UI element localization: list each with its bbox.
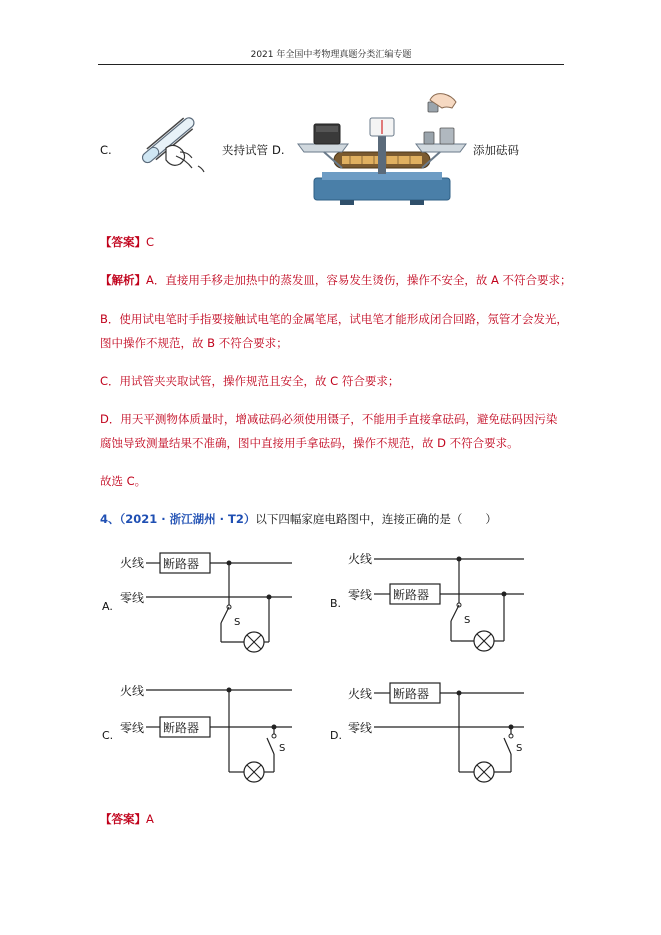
circuit-a-neutral-label: 零线	[120, 591, 145, 605]
option-d-letter: D.	[272, 143, 285, 157]
analysis-line-a	[100, 273, 572, 288]
question-number: 4、	[100, 512, 120, 526]
answer-2-value: A	[146, 812, 154, 826]
analysis-line-b1: B．使用试电笔时手指要接触试电笔的金属笔尾，试电笔才能形成闭合回路，氖管才会发光，	[100, 312, 568, 326]
analysis-line-c: C．用试管夹夹取试管，操作规范且安全，故 C 符合要求；	[100, 374, 400, 388]
answer-label: 【答案】	[100, 235, 146, 249]
answer-2	[100, 812, 154, 827]
analysis-line-d1: D．用天平测物体质量时，增减砝码必须使用镊子，不能用手直接拿砝码，避免砝码因污染	[100, 412, 558, 426]
circuit-b-option: B.	[330, 597, 342, 610]
circuit-c-switch-label: S	[279, 743, 286, 754]
page-header: 2021 年全国中考物理真题分类汇编专题	[250, 50, 412, 60]
circuit-b	[328, 545, 538, 660]
analysis-line-b2: 图中操作不规范，故 B 不符合要求；	[100, 336, 288, 350]
circuit-c-live-label: 火线	[120, 684, 145, 698]
circuit-a	[98, 545, 308, 660]
question-source-tail: · T2）	[215, 512, 256, 526]
conclusion: 故选 C。	[100, 474, 147, 488]
answer-1	[100, 235, 154, 250]
question-source-open: （2021 ·	[119, 512, 170, 526]
question-source-place: 浙江湖州	[169, 512, 216, 526]
header-rule	[98, 64, 564, 65]
circuit-d-option: D.	[330, 729, 342, 742]
circuit-b-breaker-label: 断路器	[393, 588, 430, 602]
balance-scale-illustration	[294, 92, 470, 206]
analysis-label: 【解析】	[100, 273, 146, 287]
circuit-c-neutral-label: 零线	[120, 721, 145, 735]
circuit-c	[98, 678, 308, 790]
answer-value: C	[146, 235, 155, 249]
option-d-caption: 添加砝码	[473, 143, 519, 157]
circuit-a-switch-label: S	[234, 617, 241, 628]
circuit-a-live-label: 火线	[120, 556, 145, 570]
option-c-letter: C.	[100, 143, 112, 157]
analysis-a-text: A．直接用手移走加热中的蒸发皿，容易发生烫伤，操作不安全，故 A 不符合要求；	[146, 273, 572, 287]
question-4	[100, 512, 497, 527]
circuit-c-breaker-label: 断路器	[163, 721, 200, 735]
circuit-b-switch-label: S	[464, 615, 471, 626]
circuit-d-breaker-label: 断路器	[393, 687, 430, 701]
circuit-b-neutral-label: 零线	[348, 588, 373, 602]
circuit-b-live-label: 火线	[348, 552, 373, 566]
circuit-d-switch-label: S	[516, 743, 523, 754]
test-tube-holder-illustration	[118, 112, 218, 174]
circuit-d	[328, 678, 538, 790]
analysis-line-d2: 腐蚀导致测量结果不准确，图中直接用手拿砝码，操作不规范，故 D 不符合要求。	[100, 436, 519, 450]
circuit-d-live-label: 火线	[348, 687, 373, 701]
circuit-a-option: A.	[102, 600, 113, 613]
question-text: 以下四幅家庭电路图中，连接正确的是（ ）	[255, 512, 497, 526]
circuit-d-neutral-label: 零线	[348, 721, 373, 735]
answer-2-label: 【答案】	[100, 812, 146, 826]
circuit-a-breaker-label: 断路器	[163, 557, 200, 571]
circuit-c-option: C.	[102, 729, 114, 742]
option-c-caption: 夹持试管	[222, 143, 268, 157]
